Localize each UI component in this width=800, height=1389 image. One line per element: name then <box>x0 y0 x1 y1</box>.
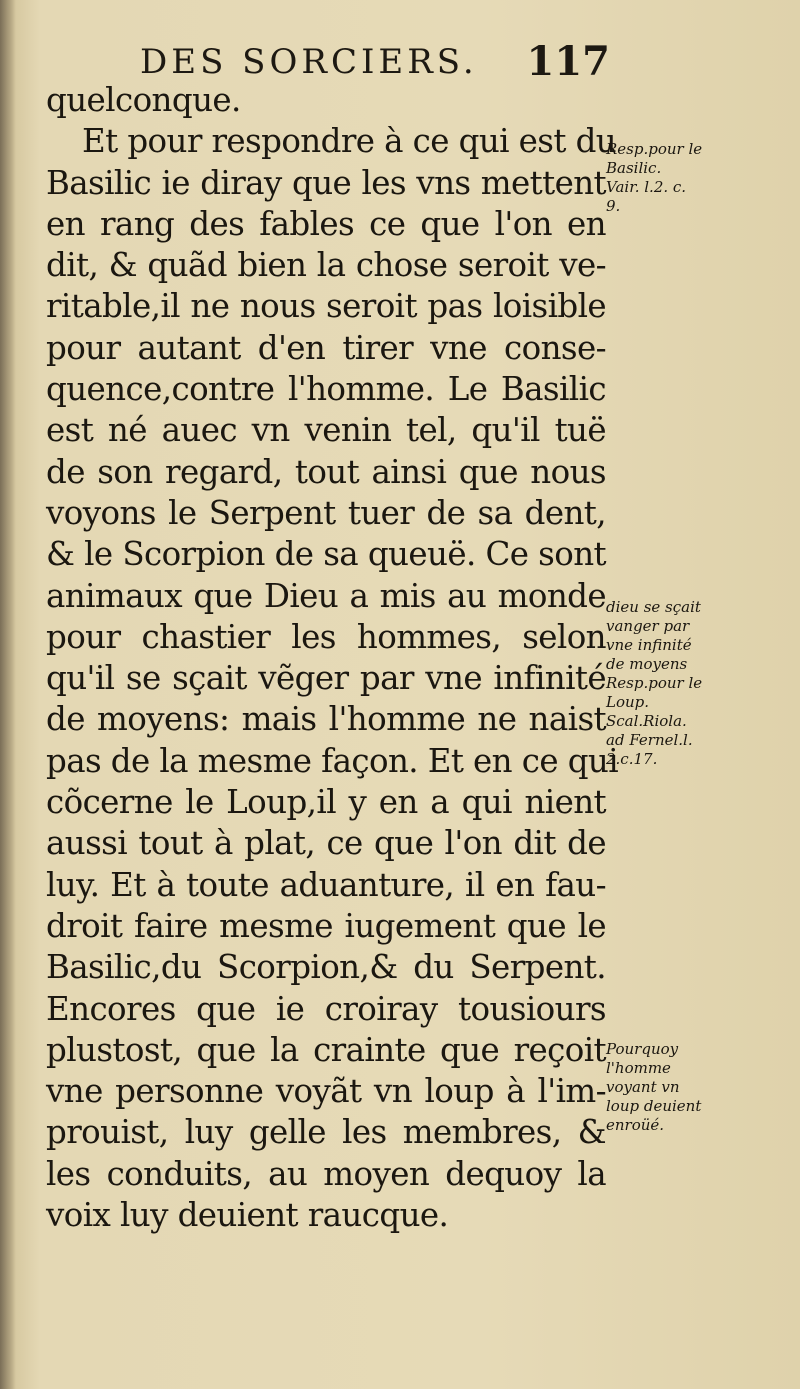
text-line: de son regard, tout ainsi que nous <box>46 452 606 491</box>
binding-gutter <box>0 0 16 1389</box>
text-line: Basilic,du Scorpion,& du Serpent. <box>46 948 606 987</box>
text-line: quence,contre l'homme. Le Basilic <box>46 370 606 409</box>
text-line: animaux que Dieu a mis au monde <box>46 576 606 615</box>
margin-line: Resp.pour le <box>606 140 703 158</box>
text-line: voix luy deuient raucque. <box>46 1196 449 1235</box>
text-line: pas de la mesme façon. Et en ce qui <box>46 741 619 780</box>
text-line: vne personne voyãt vn loup à l'im- <box>46 1072 606 1111</box>
margin-line: loup deuient <box>606 1097 702 1115</box>
margin-note-enroue <box>606 1040 746 1135</box>
margin-note-loup <box>606 598 746 769</box>
text-line: aussi tout à plat, ce que l'on dit de <box>46 824 606 863</box>
margin-line: Vair. l.2. c. <box>606 178 687 196</box>
body-text <box>46 80 619 1236</box>
margin-note-basilic <box>606 140 746 216</box>
text-line: droit faire mesme iugement que le <box>46 906 606 945</box>
page-number: 117 <box>526 38 610 85</box>
margin-line: ad Fernel.l. <box>606 731 693 749</box>
margin-line: vanger par <box>606 617 690 635</box>
text-line: est né auec vn venin tel, qu'il tuë <box>46 411 606 450</box>
text-line: pour chastier les hommes, selon <box>46 617 606 656</box>
text-line: plustost, que la crainte que reçoit <box>46 1030 606 1069</box>
margin-line: 2.c.17. <box>606 750 658 768</box>
margin-line: Scal.Riola. <box>606 712 687 730</box>
margin-line: de moyens <box>606 655 688 673</box>
text-line: pour autant d'en tirer vne conse- <box>46 328 606 367</box>
text-line: prouist, luy gelle les membres, & <box>46 1113 606 1152</box>
text-line: Encores que ie croiray tousiours <box>46 989 606 1028</box>
text-line: ritable,il ne nous seroit pas loisible <box>46 287 606 326</box>
text-line: luy. Et à toute aduanture, il en fau- <box>46 865 606 904</box>
margin-line: voyant vn <box>606 1078 680 1096</box>
margin-line: l'homme <box>606 1059 671 1077</box>
text-line: voyons le Serpent tuer de sa dent, <box>46 493 606 532</box>
text-line: les conduits, au moyen dequoy la <box>46 1154 606 1193</box>
text-line: quelconque. <box>46 81 241 119</box>
text-line: en rang des fables ce que l'on en <box>46 204 606 243</box>
margin-line: dieu se sçait <box>606 598 701 616</box>
margin-line: 9. <box>606 197 621 215</box>
running-title: DES SORCIERS. <box>140 42 478 82</box>
margin-line: vne infinité <box>606 636 692 654</box>
text-line: Et pour respondre à ce qui est du <box>82 122 617 161</box>
margin-line: enroüé. <box>606 1116 665 1134</box>
margin-line: Resp.pour le <box>606 674 703 692</box>
margin-line: Basilic. <box>606 159 662 177</box>
text-line: dit, & quãd bien la chose seroit ve- <box>46 246 606 285</box>
text-line: Basilic ie diray que les vns mettent <box>46 163 606 202</box>
text-line: cõcerne le Loup,il y en a qui nient <box>46 783 606 822</box>
margin-line: Loup. <box>606 693 650 711</box>
text-line: de moyens: mais l'homme ne naist <box>46 700 606 739</box>
text-line: & le Scorpion de sa queuë. Ce sont <box>46 535 606 574</box>
margin-line: Pourquoy <box>606 1040 679 1058</box>
text-line: qu'il se sçait vẽger par vne infinité <box>46 659 606 698</box>
